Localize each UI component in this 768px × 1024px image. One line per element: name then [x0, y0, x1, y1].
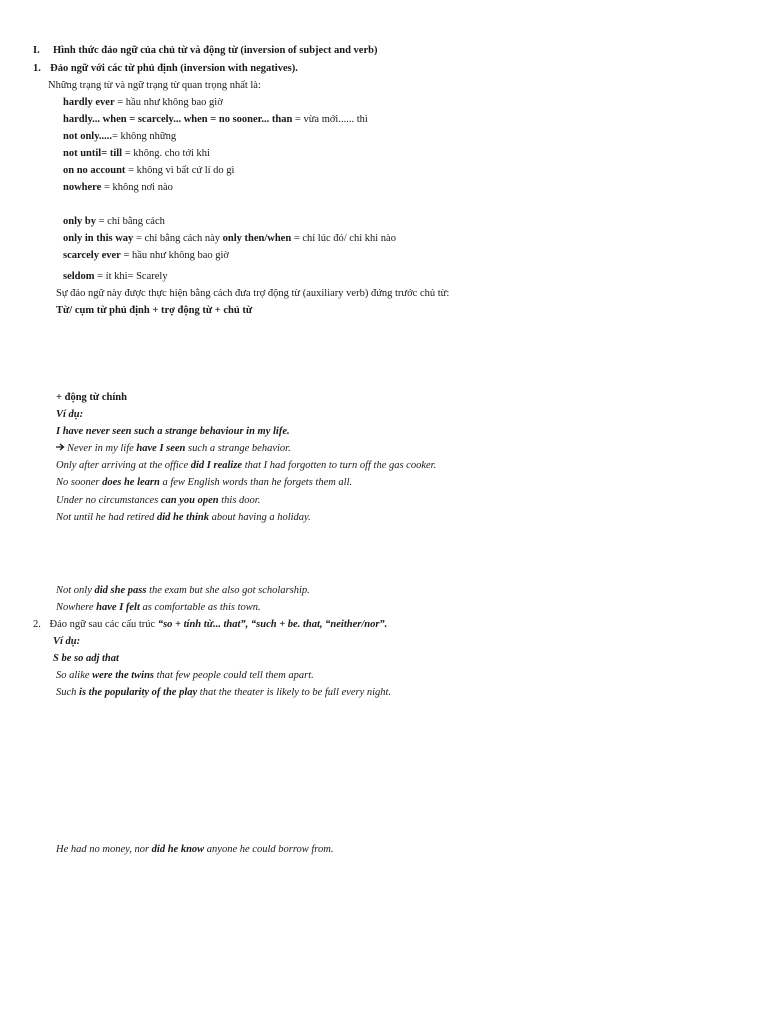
example-sentence: Only after arriving at the office did I realize that I had forgotten to turn off the gas cooker. — [56, 460, 437, 471]
section-number: I. — [33, 45, 40, 56]
example-sentence: Such is the popularity of the play that the theater is likely to be full every night. — [56, 687, 392, 698]
section-title: Hình thức đảo ngữ của chủ từ và động từ (inversion of subject and verb) — [52, 45, 378, 56]
list-item: nowhere = không nơi nào — [63, 182, 173, 193]
list-item: not until= till = không. cho tới khi — [63, 148, 210, 159]
formula-continuation: + động từ chính — [56, 392, 127, 403]
subsection-1-heading — [33, 62, 298, 76]
list-item: hardly ever = hầu như không bao giờ — [63, 97, 223, 108]
list-item: only in this way = chỉ bằng cách này only then/when = chỉ lúc đó/ chỉ khi nào — [63, 233, 396, 244]
example-sentence: Not until he had retired did he think about having a holiday. — [56, 512, 311, 523]
list-item: seldom = ít khi= Scarely — [63, 271, 168, 282]
pattern: S be so adj that — [53, 653, 119, 664]
subsection-1-title: Đảo ngữ với các từ phủ định (inversion with negatives). — [50, 63, 298, 74]
example-label: Ví dụ: — [53, 636, 81, 647]
example-sentence: Nowhere have I felt as comfortable as this town. — [56, 602, 261, 613]
list-item: only by = chỉ bằng cách — [63, 216, 165, 227]
example-sentence: Under no circumstances can you open this door. — [56, 495, 261, 506]
list-item: not only.....= không những — [63, 131, 177, 142]
example-sentence: Never in my life have I seen such a strange behavior. — [56, 442, 291, 456]
subsection-1-number: 1. — [33, 63, 41, 74]
example-sentence: I have never seen such a strange behaviour in my life. — [56, 426, 290, 437]
right-arrow-icon — [56, 442, 65, 456]
example-sentence: Not only did she pass the exam but she also got scholarship. — [56, 585, 310, 596]
formula: Từ/ cụm từ phủ định + trợ động từ + chủ từ — [56, 305, 253, 316]
example-label: Ví dụ: — [56, 409, 84, 420]
subsection-2-number: 2. — [33, 619, 41, 630]
list-item: scarcely ever = hầu như không bao giờ — [63, 250, 229, 261]
example-sentence: No sooner does he learn a few English words than he forgets them all. — [56, 477, 353, 488]
list-item: hardly... when = scarcely... when = no sooner... than = vừa mới...... thì — [63, 114, 368, 125]
list-item: on no account = không vì bất cứ lí do gì — [63, 165, 235, 176]
example-sentence: He had no money, nor did he know anyone he could borrow from. — [56, 844, 334, 855]
section-heading — [33, 44, 377, 58]
intro-text: Những trạng từ và ngữ trạng từ quan trọng nhất là: — [48, 80, 261, 91]
rule-text: Sự đảo ngữ này được thực hiện bằng cách đưa trợ động từ (auxiliary verb) đứng trước chủ từ: — [56, 288, 450, 299]
example-sentence: So alike were the twins that few people could tell them apart. — [56, 670, 314, 681]
subsection-2-heading: 2. Đảo ngữ sau các cấu trúc “so + tính từ... that”, “such + be. that, “neither/nor”. — [33, 619, 388, 630]
